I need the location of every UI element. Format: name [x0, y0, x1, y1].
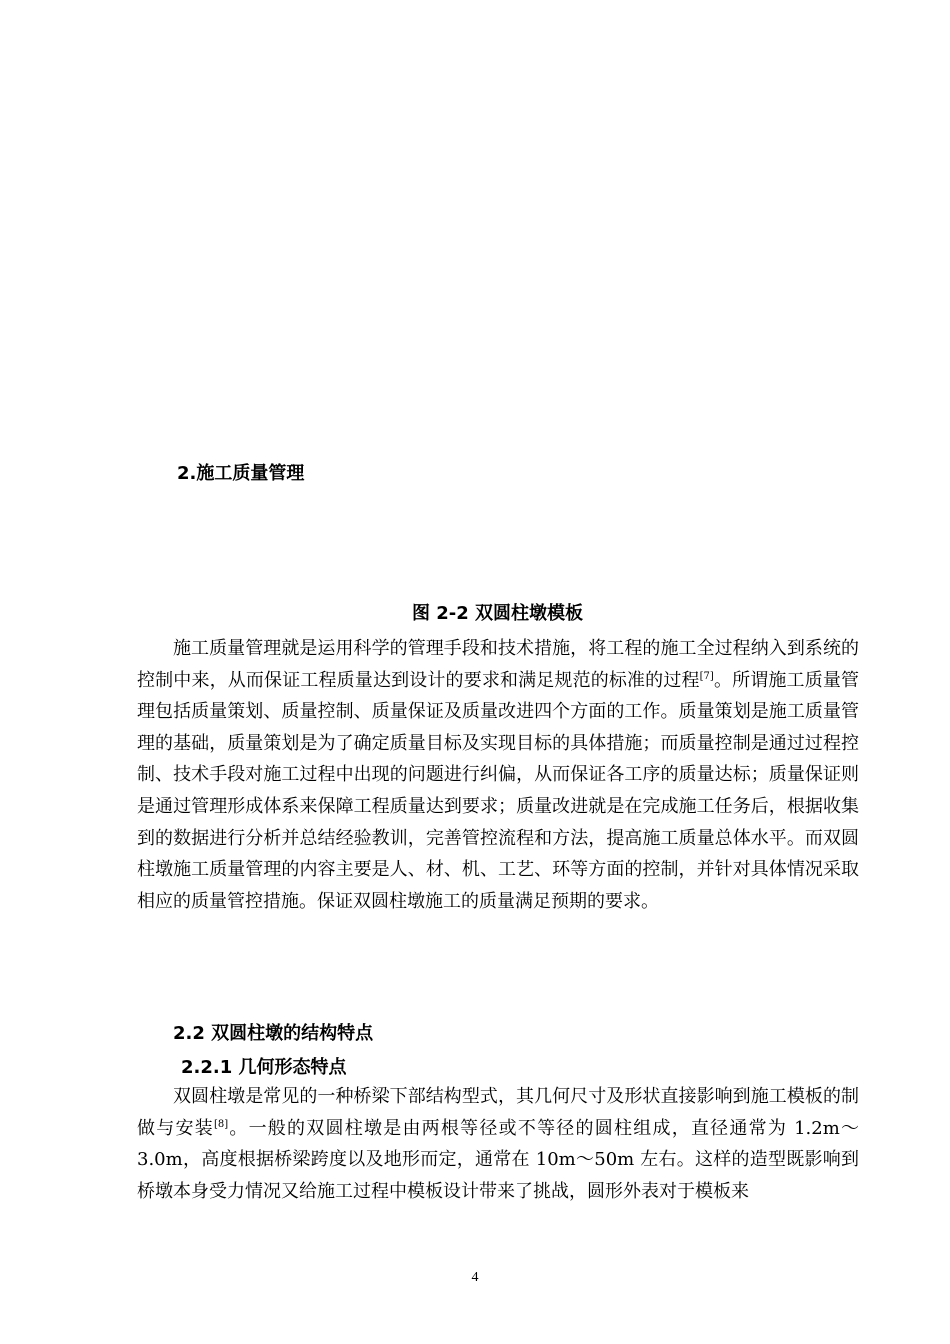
citation-reference[interactable]: [7]: [699, 670, 714, 682]
body-paragraph: [137, 1081, 859, 1207]
paragraph-text: 施工质量管理就是运用科学的管理手段和技术措施，将工程的施工全过程纳入到系统的控制中来，从而保证工程质量达到设计的要求和满足规范的标准的过程: [137, 638, 859, 691]
subsection-title: 2.2 双圆柱墩的结构特点: [173, 1023, 374, 1044]
paragraph-text: 双圆柱墩是常见的一种桥梁下部结构型式，其几何尺寸及形状直接影响到施工模板的制做与安装: [137, 1086, 859, 1139]
paragraph-text: 。所谓施工质量管理包括质量策划、质量控制、质量保证及质量改进四个方面的工作。质量策划是施工质量管理的基础，质量策划是为了确定质量目标及实现目标的具体措施；而质量控制是通过过程控制、技术手段对施工过程中出现的问题进行纠偏，从而保证各工序的质量达标；质量保证则是通过管理形成体系来保障工程质量达到要求；质量改进就是在完成施工任务后，根据收集到的数据进行分析并总结经验教训，完善管控流程和方法，提高施工质量总体水平。而双圆柱墩施工质量管理的内容主要是人、材、机、工艺、环等方面的控制，并针对具体情况采取相应的质量管控措施。保证双圆柱墩施工的质量满足预期的要求。: [137, 669, 860, 912]
paragraph-text: 。一般的双圆柱墩是由两根等径或不等径的圆柱组成，直径通常为 1.2m～3.0m，高度根据桥梁跨度以及地形而定，通常在 10m～50m 左右。这样的造型既影响到桥墩本身受力情况又给施工过程中模板设计带来了挑战，圆形外表对于模板来: [137, 1117, 859, 1202]
page-number: 4: [471, 1270, 479, 1285]
figure-caption: 图 2-2 双圆柱墩模板: [412, 603, 584, 624]
section-title: 2.施工质量管理: [177, 463, 305, 484]
citation-reference[interactable]: [8]: [213, 1118, 229, 1130]
body-paragraph: [137, 633, 859, 917]
subsubsection-title: 2.2.1 几何形态特点: [181, 1057, 347, 1078]
